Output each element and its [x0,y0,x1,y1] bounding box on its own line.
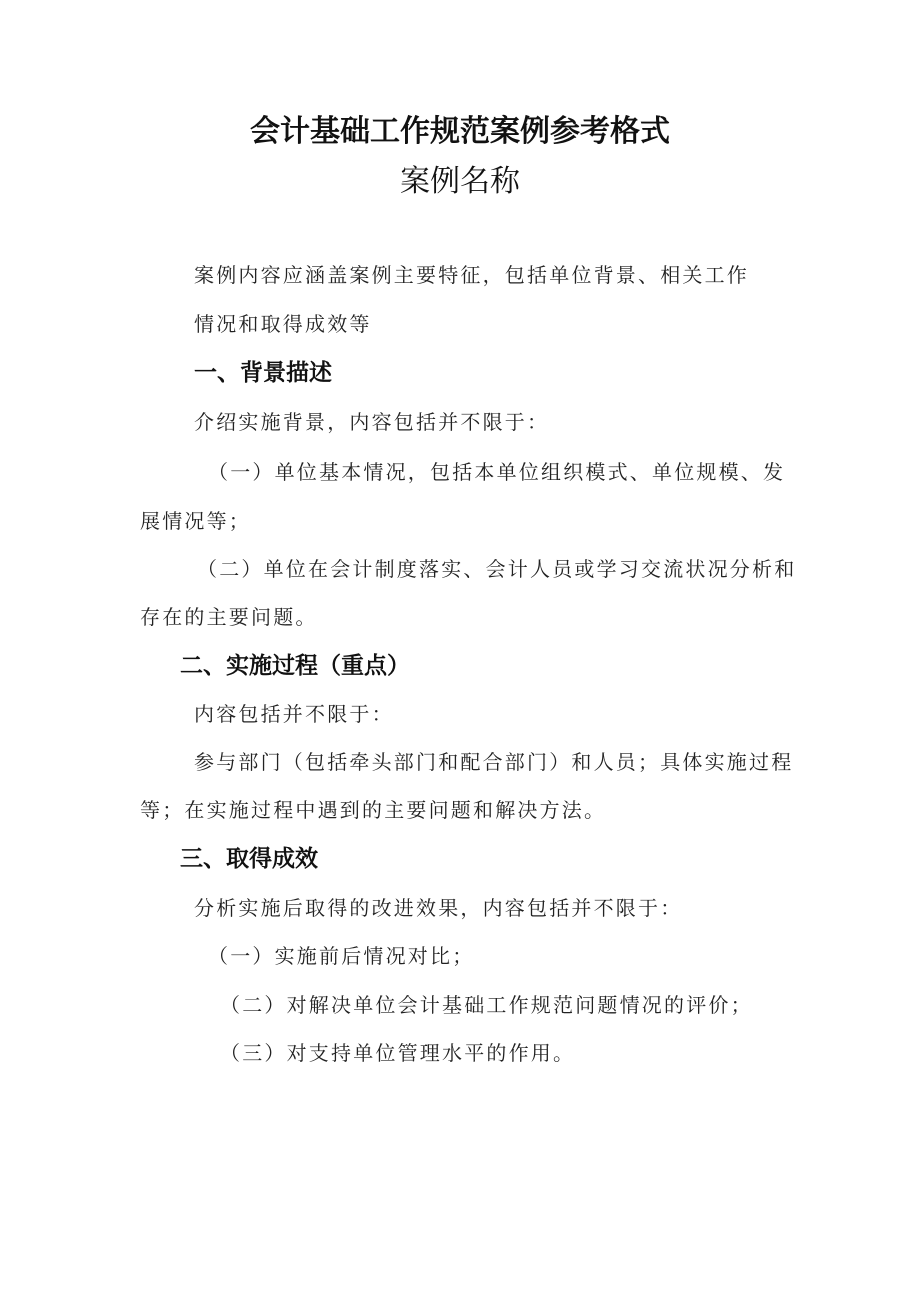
section2-lead: 内容包括并不限于： [194,702,394,726]
section3-item2: （二）对解决单位会计基础工作规范问题情况的评价； [220,993,753,1017]
section3-heading: 三、取得成效 [180,846,318,872]
document-title: 会计基础工作规范案例参考格式 [250,114,670,149]
section1-item2-line1: （二）单位在会计制度落实、会计人员或学习交流状况分析和 [197,557,797,581]
section3-item3: （三）对支持单位管理水平的作用。 [220,1041,576,1065]
section3-item1: （一）实施前后情况对比； [208,944,475,968]
intro-line-2: 情况和取得成效等 [194,312,372,336]
case-name-subtitle: 案例名称 [400,164,520,199]
section1-heading: 一、背景描述 [194,360,332,386]
section2-heading: 二、实施过程（重点） [180,653,410,679]
section3-lead: 分析实施后取得的改进效果，内容包括并不限于： [194,896,683,920]
section1-lead: 介绍实施背景，内容包括并不限于： [194,410,550,434]
section1-item1-line1: （一）单位基本情况，包括本单位组织模式、单位规模、发 [208,460,786,484]
section2-para-line2: 等；在实施过程中遇到的主要问题和解决方法。 [140,798,607,822]
intro-line-1: 案例内容应涵盖案例主要特征，包括单位背景、相关工作 [194,263,749,287]
section1-item2-line2: 存在的主要问题。 [140,605,318,629]
section2-para-line1: 参与部门（包括牵头部门和配合部门）和人员；具体实施过程 [194,750,794,774]
section1-item1-line2: 展情况等； [140,509,251,533]
